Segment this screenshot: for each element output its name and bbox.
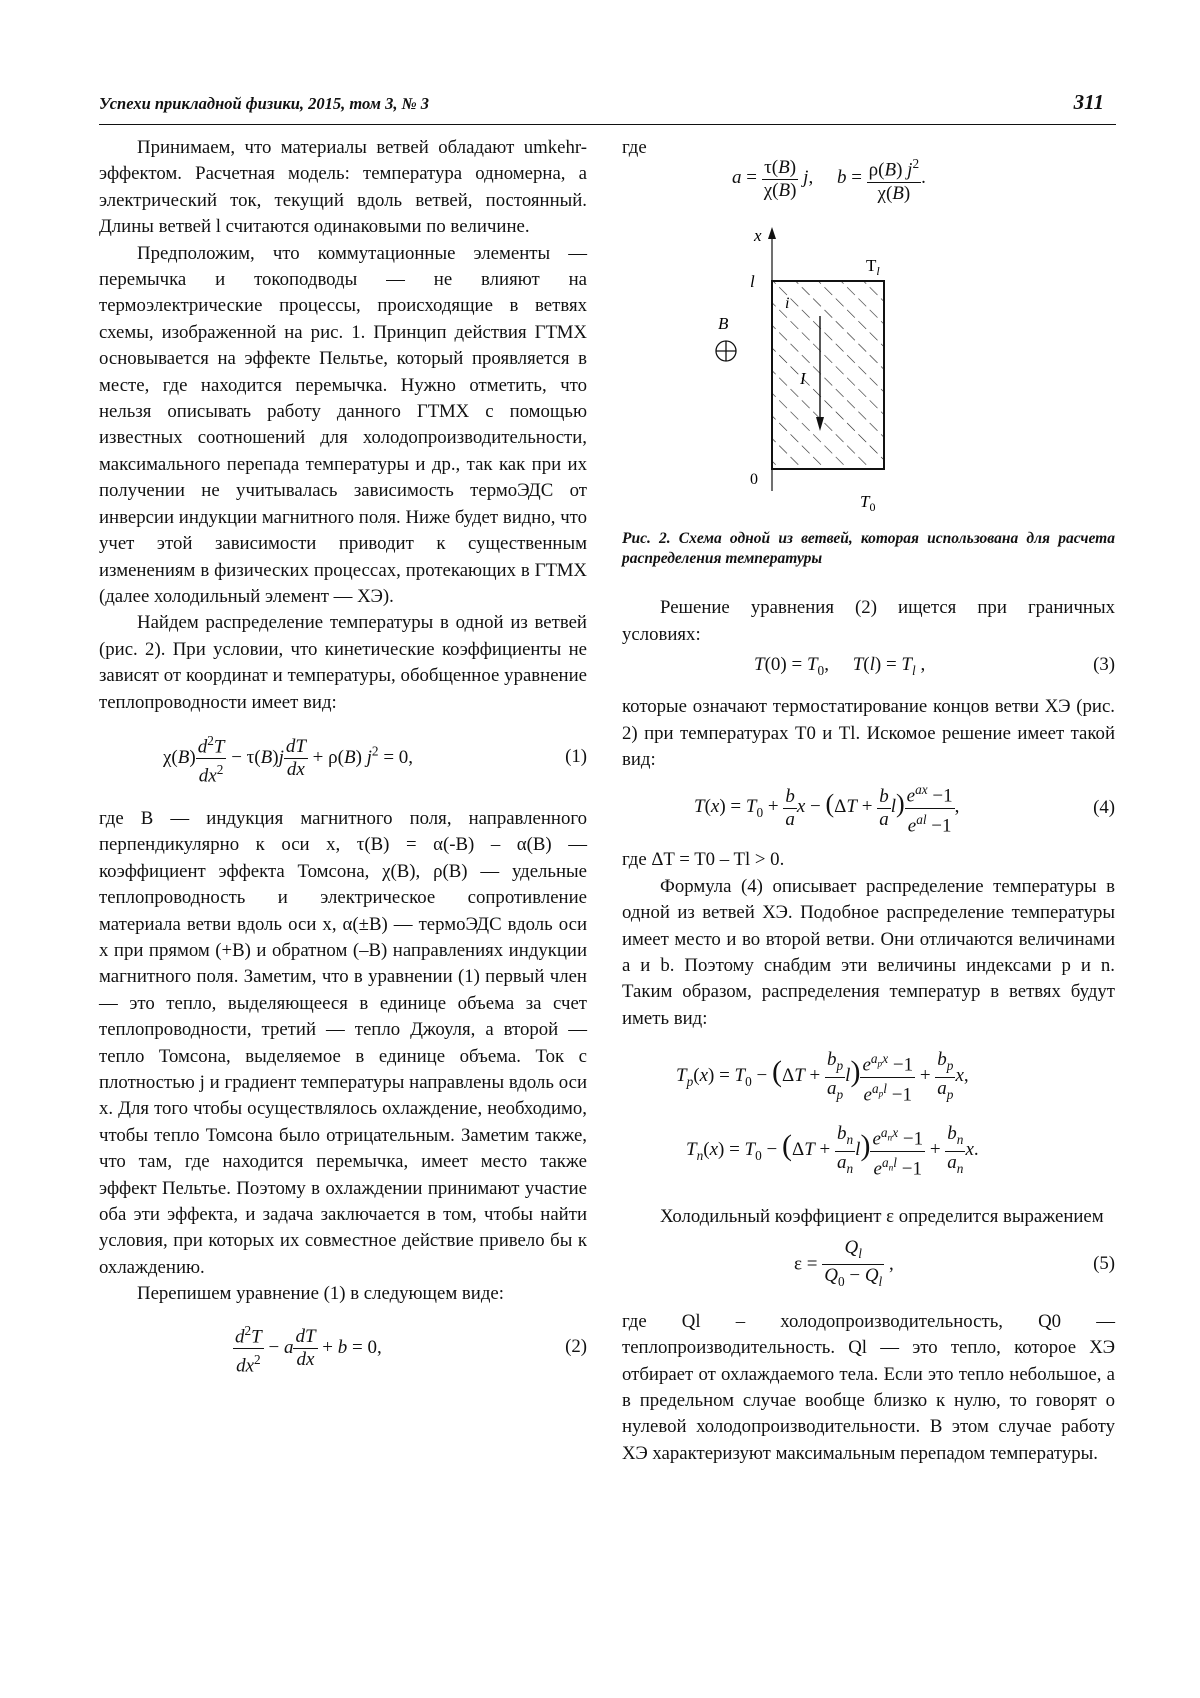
paragraph-heat-equation-intro: Найдем распределение температуры в одной из ветвей (рис. 2). При условии, что кинетические коэффициенты не зависят от координат и температуры, обобщенное уравнение теплопроводности имеет вид: [99,612,587,713]
equation-4: $T(x) = T_0$ + $\frac{b}{a}$ x − (ΔT + $\frac{b}{a}$ l) $e^{ax} -1$ $e^{al} -1$ , (4) [622,777,1115,843]
paragraph-boundary: Решение уравнения (2) ищется при граничных условиях: [622,597,1115,645]
label-T0: $T_0$ [860,492,876,515]
paragraph-rewrite: Перепишем уравнение (1) в следующем виде: [137,1283,504,1305]
x-axis-arrow [768,227,776,239]
equation-5: ε = $\frac{Q_l}{Q_0 - Q_l}$ , (5) [794,1236,1115,1290]
label-Tl: $T_l$ [866,256,880,279]
journal-title: Успехи прикладной физики, 2015, том 3, № 3 [99,94,430,113]
paragraph-assumption: Предположим, что коммутационные элементы — перемычка и токоподводы — не влияют на термоэлектрические процессы, происходящие в ветвях схемы, изображенной на рис. 1. Принцип действия ГТМХ основывается на эффекте Пельтье, который проявляется в месте, где находится перемычка. Нужно отметить, что нельзя описывать работу данного ГТМХ с помощью известных соотношений для холодопроизводительности, максимального перепада температуры и др., так как при их получении не учитывалась зависимость термоЭДС от инверсии индукции магнитного поля. Ниже будет видно, что учет этой зависимости приводит к существенным изменениям в физических процессах, протекающих в ГТМХ (далее холодильный элемент — ХЭ). [99,242,587,607]
equation-ab: a = $\frac{\tau(B)}{\chi(B)}$ j, b = $\frac{\rho(B) j^2}{\chi(B)}$ . [622,161,1115,221]
paragraph-definitions: где B — индукция магнитного поля, направленного перпендикулярно к оси x, τ(B) = α(-B) – α(B) — коэффициент эффекта Томсона, χ(B), ρ(B) — удельные теплопроводность и электрическое сопротивление материала ветви вдоль оси x, α(±B) — термоЭДС вдоль оси x при прямом (+B) и обратном (–B) направлениях индукции магнитного поля. Заметим, что в уравнении (1) первый член — это тепло, выделяющееся в единице объема за счет теплопроводности, третий — тепло Джоуля, а второй — тепло Томсона, выделяемое в единице объема. Ток с плотностью j и градиент температуры направлены вдоль оси x. Для того чтобы осуществлялось охлаждение, необходимо, чтобы тепло Томсона было отрицательным. Заметим также, что там, где находится перемычка, имеет место также эффект Пельтье. Поэтому в охлаждении принимают участие оба эти эффекта, и задача заключается в том, чтобы найти условия, при которых их совместное действие привело бы к охлаждению. [99,807,587,1278]
label-origin: 0 [750,471,758,489]
right-column [622,135,1115,1467]
label-axis-x: x [754,226,762,246]
equation-3: $T(0) = T_0$, $T(l) = T_l$ , (3) [754,654,1115,679]
paragraph-cop-intro: Холодильный коэффициент ε определится выражением [660,1206,1104,1228]
running-header [99,88,1116,125]
label-i: i [785,295,790,313]
paragraph-two-branches: Формула (4) описывает распределение температуры в одной из ветвей ХЭ. Подобное распределение температуры имеет место и во второй ветви. Они отличаются величинами a и b. Поэтому снабдим эти величины индексами p и n. Таким образом, распределения температур в ветвях будут иметь вид: [622,875,1115,1029]
equation-5-number: (5) [1093,1252,1115,1274]
equation-tp: $T_p(x) = T_0 - (\Delta T$ + $\frac{b_p}{a_p}$ l) $e^{a_px} -1$ $e^{a_pl} -1$ + $\frac{b_p}{a_p}$ x, [676,1048,969,1105]
paragraph-cooling-capacity: где Ql – холодопроизводительность, Q0 — теплопроизводительность. Ql — это тепло, которое ХЭ отбирает от охлаждаемого тела. Если это тепло небольшое, а в предельном случае вообще близко к нулю, то говорят о нулевой холодопроизводительности. В этом случае работу ХЭ характеризуют максимальным перепадом температуры. [622,1310,1115,1464]
label-B: B [718,314,729,334]
figure-2-caption: Рис. 2. Схема одной из ветвей, которая использована для расчета распределения температуры [622,530,1115,568]
paragraph-solution-intro: которые означают термостатирование концов ветви ХЭ (рис. 2) при температурах T0 и Tl. Искомое решение имеет такой вид: [622,696,1115,771]
figure-2 [622,221,1115,521]
left-column [99,135,587,1386]
page-number: 311 [1073,90,1104,114]
equation-3-number: (3) [1093,654,1115,676]
equation-tn: $T_n(x) = T_0 - (\Delta T$ + $\frac{b_n}{a_n}$ l) $e^{a_nx} -1$ $e^{a_nl} -1$ + $\frac{b_n}{a_n}$ x. [686,1122,979,1179]
equation-2: $\frac{d^2T}{dx^2}$ − a $\frac{dT}{dx}$ + b = 0, (2) [99,1316,587,1386]
equation-1: χ(B) $\frac{d^2T}{dx^2}$ − τ(B)j $\frac{dT}{dx}$ + ρ(B) $j^2 = 0$, (1) [99,726,587,800]
branch-schematic [622,221,1115,521]
where-label: где [622,137,647,158]
equation-2-number: (2) [565,1335,587,1357]
equation-1-number: (1) [565,745,587,767]
paragraph-delta-t: где ΔT = T0 – Tl > 0. [622,849,785,871]
paragraph-model: Принимаем, что материалы ветвей обладают umkehr-эффектом. Расчетная модель: температура одномерна, а электрический ток, текущий вдоль ветвей, постоянный. Длины ветвей l считаются одинаковыми по величине. [99,137,587,238]
equation-4-number: (4) [1093,797,1115,819]
label-l: l [750,272,755,292]
label-I: I [800,369,806,389]
